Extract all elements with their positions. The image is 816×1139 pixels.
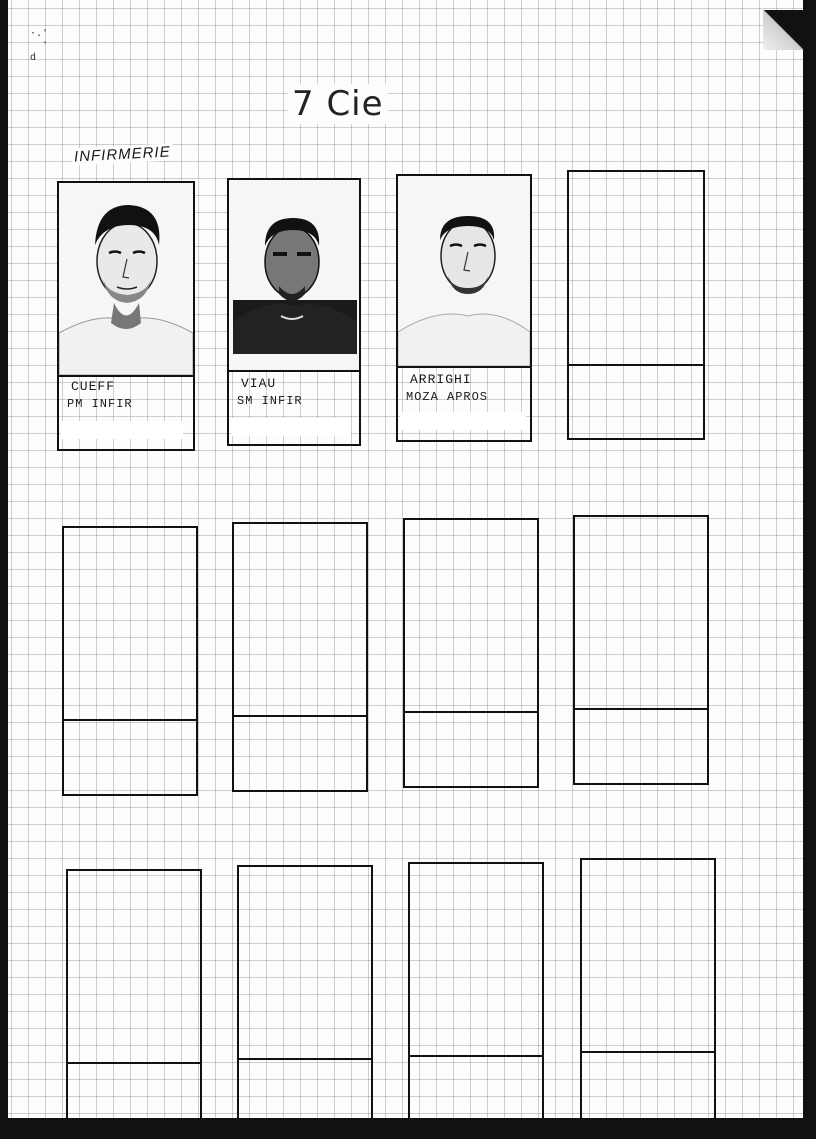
redaction-box — [61, 421, 183, 439]
personnel-card-5 — [62, 526, 198, 796]
redaction-box — [400, 412, 526, 430]
card-label-viau — [229, 372, 359, 444]
card-label-empty — [405, 711, 537, 786]
person-role: SM INFIR — [237, 394, 303, 408]
photo-cueff — [59, 183, 193, 377]
redaction-box — [231, 418, 351, 436]
ink-specks: ·.' ' d — [30, 28, 49, 63]
person-role: MOZA APROS — [406, 390, 489, 404]
person-name: VIAU — [241, 376, 277, 391]
portrait-image — [59, 183, 193, 375]
personnel-card-12 — [580, 858, 716, 1128]
personnel-card-3 — [396, 174, 532, 442]
photo-empty — [575, 517, 707, 710]
photo-empty — [64, 528, 196, 721]
photo-arrighi — [398, 176, 530, 368]
photo-empty — [405, 520, 537, 713]
photo-empty — [582, 860, 714, 1053]
personnel-card-11 — [408, 862, 544, 1132]
personnel-card-10 — [237, 865, 373, 1135]
portrait-image — [398, 176, 530, 366]
card-label-cueff — [59, 375, 193, 449]
card-label-empty — [569, 364, 703, 438]
card-label-empty — [582, 1051, 714, 1126]
card-label-arrighi — [398, 368, 530, 440]
card-label-empty — [234, 715, 366, 790]
portrait-image — [229, 180, 359, 370]
photo-empty — [410, 864, 542, 1057]
card-label-empty — [575, 708, 707, 783]
person-name: CUEFF — [71, 379, 116, 394]
folded-corner — [763, 10, 803, 50]
card-label-empty — [239, 1058, 371, 1133]
personnel-card-4 — [567, 170, 705, 440]
personnel-card-2 — [227, 178, 361, 446]
personnel-card-6 — [232, 522, 368, 792]
photo-empty — [234, 524, 366, 717]
photo-empty — [239, 867, 371, 1060]
photo-empty — [68, 871, 200, 1064]
card-label-empty — [68, 1062, 200, 1137]
photo-viau — [229, 180, 359, 372]
person-name: ARRIGHI — [410, 372, 472, 387]
personnel-card-7 — [403, 518, 539, 788]
section-label-infirmerie: INFIRMERIE — [73, 143, 172, 166]
graph-paper-page — [8, 0, 803, 1118]
personnel-card-9 — [66, 869, 202, 1139]
person-role: PM INFIR — [67, 397, 133, 411]
personnel-card-8 — [573, 515, 709, 785]
card-label-empty — [410, 1055, 542, 1130]
card-label-empty — [64, 719, 196, 794]
personnel-card-1 — [57, 181, 195, 451]
photo-empty — [569, 172, 703, 366]
page-title: 7 Cie — [288, 84, 388, 124]
